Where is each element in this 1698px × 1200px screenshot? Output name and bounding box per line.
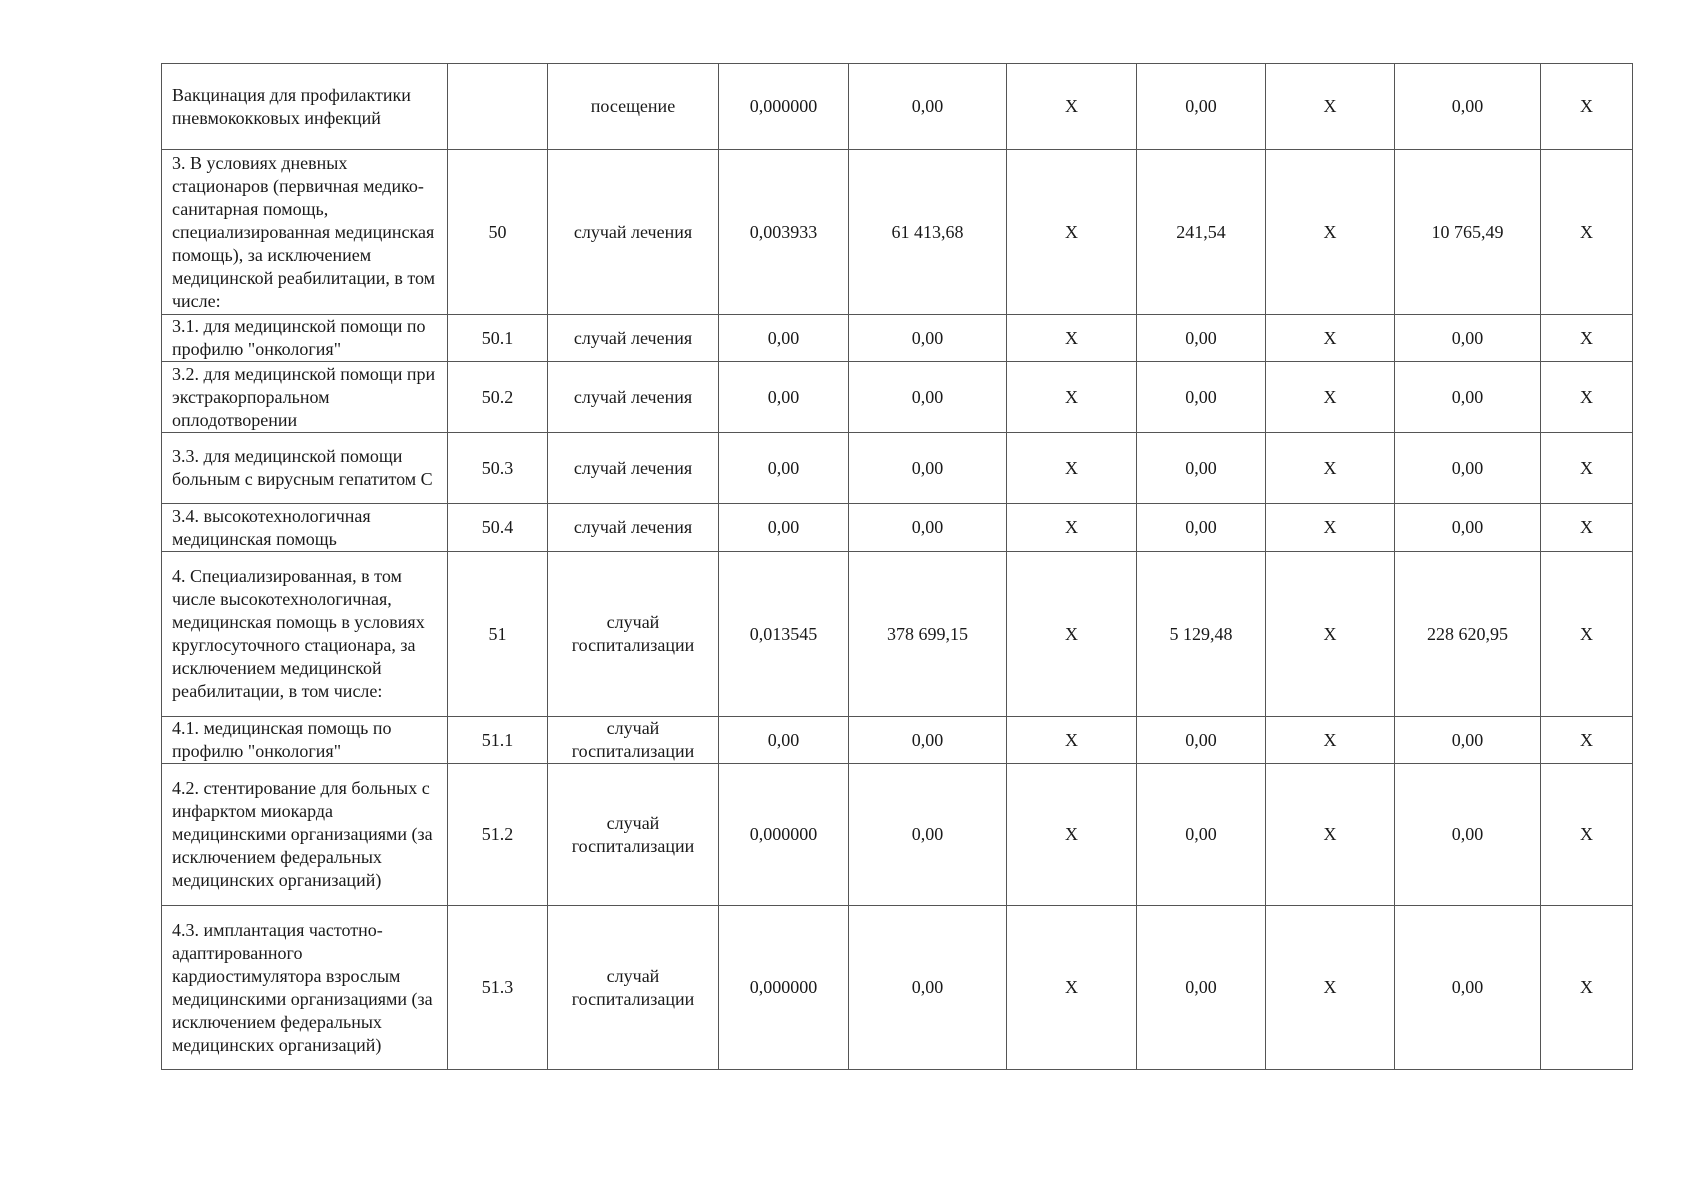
row-value-4: 0,003933 — [719, 150, 849, 315]
row-value-5: 0,00 — [849, 504, 1007, 552]
row-value-7: 0,00 — [1137, 64, 1266, 150]
row-value-4: 0,00 — [719, 315, 849, 362]
row-code: 50.4 — [448, 504, 548, 552]
row-value-8: X — [1266, 504, 1395, 552]
row-value-9: 0,00 — [1395, 362, 1541, 433]
row-value-5: 0,00 — [849, 362, 1007, 433]
table-row — [162, 906, 1633, 1070]
table-row — [162, 64, 1633, 150]
row-value-7: 0,00 — [1137, 764, 1266, 906]
row-value-7: 0,00 — [1137, 504, 1266, 552]
row-value-4: 0,00 — [719, 362, 849, 433]
row-name: 3.2. для медицинской помощи при экстракорпоральном оплодотворении — [162, 362, 448, 433]
row-unit: посещение — [548, 64, 719, 150]
row-value-7: 0,00 — [1137, 717, 1266, 764]
row-value-7: 0,00 — [1137, 433, 1266, 504]
row-value-8: X — [1266, 717, 1395, 764]
row-value-6: X — [1007, 315, 1137, 362]
row-name: 3.1. для медицинской помощи по профилю "онкология" — [162, 315, 448, 362]
row-value-9: 0,00 — [1395, 906, 1541, 1070]
row-value-4: 0,00 — [719, 717, 849, 764]
row-name: 3.3. для медицинской помощи больным с вирусным гепатитом С — [162, 433, 448, 504]
row-code: 51 — [448, 552, 548, 717]
row-value-9: 0,00 — [1395, 504, 1541, 552]
row-value-10: X — [1541, 315, 1633, 362]
row-name: 4. Специализированная, в том числе высокотехнологичная, медицинская помощь в условиях круглосуточного стационара, за исключением медицинской реабилитации, в том числе: — [162, 552, 448, 717]
row-unit: случай лечения — [548, 504, 719, 552]
data-table — [161, 63, 1633, 1070]
row-value-9: 0,00 — [1395, 717, 1541, 764]
row-value-9: 0,00 — [1395, 64, 1541, 150]
row-value-10: X — [1541, 764, 1633, 906]
row-value-6: X — [1007, 64, 1137, 150]
table-row — [162, 504, 1633, 552]
row-value-6: X — [1007, 717, 1137, 764]
row-value-6: X — [1007, 150, 1137, 315]
row-value-6: X — [1007, 362, 1137, 433]
row-value-5: 0,00 — [849, 717, 1007, 764]
table-row — [162, 552, 1633, 717]
row-value-10: X — [1541, 906, 1633, 1070]
row-value-9: 0,00 — [1395, 764, 1541, 906]
row-code: 50.3 — [448, 433, 548, 504]
row-value-4: 0,000000 — [719, 906, 849, 1070]
row-unit: случай лечения — [548, 433, 719, 504]
table-row — [162, 362, 1633, 433]
row-unit: случай госпитализации — [548, 552, 719, 717]
row-value-5: 0,00 — [849, 64, 1007, 150]
row-name: Вакцинация для профилактики пневмококковых инфекций — [162, 64, 448, 150]
row-value-5: 378 699,15 — [849, 552, 1007, 717]
table-row — [162, 315, 1633, 362]
row-value-10: X — [1541, 717, 1633, 764]
row-value-7: 0,00 — [1137, 315, 1266, 362]
row-value-9: 228 620,95 — [1395, 552, 1541, 717]
row-value-4: 0,00 — [719, 433, 849, 504]
row-value-5: 0,00 — [849, 433, 1007, 504]
row-unit: случай лечения — [548, 315, 719, 362]
row-value-8: X — [1266, 552, 1395, 717]
row-value-7: 241,54 — [1137, 150, 1266, 315]
row-value-5: 61 413,68 — [849, 150, 1007, 315]
row-unit: случай госпитализации — [548, 906, 719, 1070]
row-value-8: X — [1266, 362, 1395, 433]
row-value-4: 0,000000 — [719, 64, 849, 150]
row-unit: случай госпитализации — [548, 717, 719, 764]
row-code: 50 — [448, 150, 548, 315]
row-name: 3. В условиях дневных стационаров (первичная медико-санитарная помощь, специализированная медицинская помощь), за исключением медицинской реабилитации, в том числе: — [162, 150, 448, 315]
row-value-6: X — [1007, 906, 1137, 1070]
row-value-10: X — [1541, 150, 1633, 315]
row-unit: случай лечения — [548, 150, 719, 315]
row-value-6: X — [1007, 433, 1137, 504]
row-value-10: X — [1541, 362, 1633, 433]
row-value-6: X — [1007, 504, 1137, 552]
row-value-6: X — [1007, 552, 1137, 717]
row-value-9: 0,00 — [1395, 433, 1541, 504]
row-name: 3.4. высокотехнологичная медицинская помощь — [162, 504, 448, 552]
row-value-8: X — [1266, 764, 1395, 906]
row-value-7: 0,00 — [1137, 362, 1266, 433]
row-name: 4.2. стентирование для больных с инфарктом миокарда медицинскими организациями (за исключением федеральных медицинских организаций) — [162, 764, 448, 906]
table-body — [162, 64, 1633, 1070]
row-value-4: 0,00 — [719, 504, 849, 552]
row-value-4: 0,013545 — [719, 552, 849, 717]
row-value-8: X — [1266, 906, 1395, 1070]
row-code: 50.2 — [448, 362, 548, 433]
row-value-8: X — [1266, 64, 1395, 150]
row-value-10: X — [1541, 552, 1633, 717]
row-value-8: X — [1266, 150, 1395, 315]
row-value-5: 0,00 — [849, 906, 1007, 1070]
row-value-10: X — [1541, 433, 1633, 504]
row-value-9: 10 765,49 — [1395, 150, 1541, 315]
row-unit: случай лечения — [548, 362, 719, 433]
row-value-4: 0,000000 — [719, 764, 849, 906]
row-value-5: 0,00 — [849, 315, 1007, 362]
row-value-7: 0,00 — [1137, 906, 1266, 1070]
row-value-10: X — [1541, 64, 1633, 150]
row-value-10: X — [1541, 504, 1633, 552]
row-value-8: X — [1266, 315, 1395, 362]
row-value-9: 0,00 — [1395, 315, 1541, 362]
row-code: 51.3 — [448, 906, 548, 1070]
row-code — [448, 64, 548, 150]
table-row — [162, 433, 1633, 504]
row-unit: случай госпитализации — [548, 764, 719, 906]
table-row — [162, 764, 1633, 906]
table-row — [162, 717, 1633, 764]
table-row — [162, 150, 1633, 315]
row-code: 51.1 — [448, 717, 548, 764]
row-value-5: 0,00 — [849, 764, 1007, 906]
row-value-7: 5 129,48 — [1137, 552, 1266, 717]
row-code: 50.1 — [448, 315, 548, 362]
row-value-8: X — [1266, 433, 1395, 504]
row-name: 4.3. имплантация частотно-адаптированного кардиостимулятора взрослым медицинскими организациями (за исключением федеральных медицинских организаций) — [162, 906, 448, 1070]
row-value-6: X — [1007, 764, 1137, 906]
row-name: 4.1. медицинская помощь по профилю "онкология" — [162, 717, 448, 764]
row-code: 51.2 — [448, 764, 548, 906]
